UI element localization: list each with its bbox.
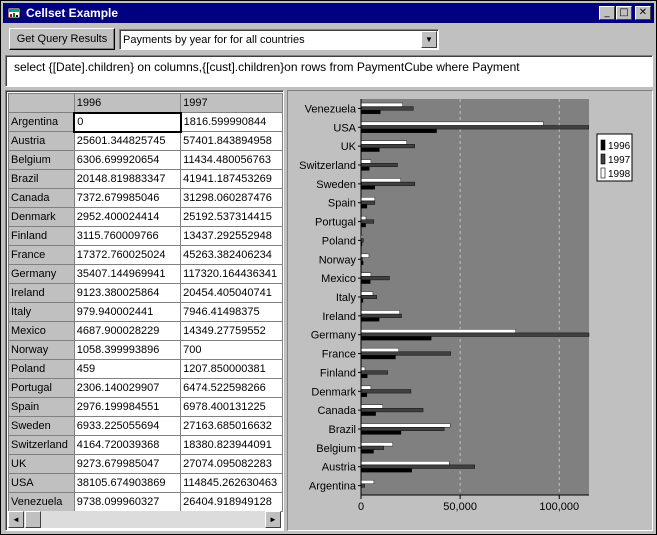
bar-1998[interactable] <box>361 461 449 465</box>
grid-cell[interactable]: 0 <box>74 113 180 132</box>
row-header[interactable]: Norway <box>9 341 75 360</box>
grid-cell[interactable]: 13437.292552948 <box>181 227 283 246</box>
bar-1998[interactable] <box>361 310 400 314</box>
query-select[interactable] <box>119 29 439 50</box>
grid-cell[interactable]: 3115.760009766 <box>74 227 180 246</box>
table-row <box>9 132 283 151</box>
bar-1997[interactable] <box>361 125 589 129</box>
bar-1998[interactable] <box>361 254 369 258</box>
bar-1997[interactable] <box>361 371 388 375</box>
bar-1997[interactable] <box>361 182 415 186</box>
bar-1998[interactable] <box>361 480 374 484</box>
category-label: Mexico <box>321 273 356 286</box>
category-label: Poland <box>321 235 356 248</box>
bar-1996[interactable] <box>361 223 366 227</box>
bar-1998[interactable] <box>361 141 407 145</box>
category-label: Ireland <box>322 310 356 323</box>
category-label: France <box>321 348 356 361</box>
grid-cell[interactable]: 4687.900028229 <box>74 322 180 341</box>
row-header[interactable]: Ireland <box>9 284 75 303</box>
grid-cell[interactable]: 26404.918949128 <box>181 493 283 512</box>
grid-cell[interactable]: 7372.679985046 <box>74 189 180 208</box>
grid-cell[interactable]: 2976.199984551 <box>74 398 180 417</box>
row-header[interactable]: Poland <box>9 360 75 379</box>
grid-cell[interactable]: 25601.344825745 <box>74 132 180 151</box>
grid-cell[interactable]: 38105.674903869 <box>74 474 180 493</box>
table-row <box>9 284 283 303</box>
table-row <box>9 341 283 360</box>
bar-1998[interactable] <box>361 329 516 333</box>
row-header[interactable]: USA <box>9 474 75 493</box>
bar-1997[interactable] <box>361 314 402 318</box>
table-row <box>9 379 283 398</box>
plot-area <box>361 99 589 495</box>
bar-1997[interactable] <box>361 465 475 469</box>
row-header[interactable]: Belgium <box>9 151 75 170</box>
grid-cell[interactable]: 27163.685016632 <box>181 417 283 436</box>
legend-swatch <box>601 140 605 150</box>
table-row <box>9 151 283 170</box>
bar-1996[interactable] <box>361 318 379 322</box>
cellset-table[interactable] <box>8 93 283 512</box>
grid-cell[interactable]: 45263.382406234 <box>181 246 283 265</box>
grid-cell[interactable]: 7946.41498375 <box>181 303 283 322</box>
row-header[interactable]: Mexico <box>9 322 75 341</box>
category-label: Brazil <box>328 424 356 436</box>
x-tick-label: 100,000 <box>539 501 580 513</box>
category-label: Italy <box>335 292 356 304</box>
arrow-left-icon: ◄ <box>12 515 20 524</box>
grid-cell[interactable]: 20454.405040741 <box>181 284 283 303</box>
bar-1998[interactable] <box>361 273 371 277</box>
arrow-right-icon: ► <box>269 515 277 524</box>
bar-1997[interactable] <box>361 220 374 224</box>
bar-1998[interactable] <box>361 178 401 182</box>
bar-1996[interactable] <box>361 148 379 152</box>
maximize-icon: □ <box>619 7 629 18</box>
chart-panel <box>287 90 653 531</box>
bar-1996[interactable] <box>361 450 374 454</box>
bar-1996[interactable] <box>361 431 401 435</box>
row-header[interactable]: UK <box>9 455 75 474</box>
grid-cell[interactable]: 9738.099960327 <box>74 493 180 512</box>
table-row <box>9 170 283 189</box>
mdx-query-textbox[interactable]: select {[Date].children} on columns,{[cust].children}on rows from PaymentCube where Payment <box>5 55 653 87</box>
row-header[interactable]: Italy <box>9 303 75 322</box>
table-row <box>9 113 283 132</box>
row-header[interactable]: Brazil <box>9 170 75 189</box>
bar-1997[interactable] <box>361 333 589 337</box>
bar-1998[interactable] <box>361 367 365 371</box>
bar-1997[interactable] <box>361 107 413 111</box>
grid-cell[interactable]: 114845.262630463 <box>181 474 283 493</box>
bar-chart <box>288 91 654 532</box>
grid-cell[interactable]: 41941.187453269 <box>181 170 283 189</box>
row-header[interactable]: Canada <box>9 189 75 208</box>
bar-1996[interactable] <box>361 393 367 397</box>
legend-swatch <box>601 168 605 178</box>
row-header[interactable]: Denmark <box>9 208 75 227</box>
grid-cell[interactable]: 6933.225055694 <box>74 417 180 436</box>
bar-1996[interactable] <box>361 469 412 473</box>
bar-1997[interactable] <box>361 201 375 205</box>
scroll-thumb[interactable] <box>25 511 41 528</box>
category-label: Venezuela <box>304 103 356 116</box>
table-row <box>9 265 283 284</box>
app-icon <box>6 5 22 21</box>
grid-cell[interactable]: 31298.060287476 <box>181 189 283 208</box>
bar-1997[interactable] <box>361 427 444 431</box>
table-row <box>9 455 283 474</box>
bar-1998[interactable] <box>361 442 393 446</box>
row-header[interactable]: Spain <box>9 398 75 417</box>
close-button[interactable] <box>635 6 651 20</box>
bar-1996[interactable] <box>361 129 437 133</box>
category-label: Spain <box>327 197 356 210</box>
category-label: Canada <box>317 405 356 418</box>
category-label: Sweden <box>316 178 356 191</box>
scroll-right-button[interactable] <box>265 511 281 528</box>
query-select-value: Payments by year for for all countries <box>123 33 305 46</box>
grid-cell[interactable]: 25192.537314415 <box>181 208 283 227</box>
category-label: Denmark <box>311 386 356 399</box>
category-label: USA <box>333 122 356 135</box>
table-row <box>9 436 283 455</box>
bar-1997[interactable] <box>361 144 415 148</box>
bar-1997[interactable] <box>361 389 411 393</box>
category-label: Belgium <box>316 442 356 455</box>
grid-cell[interactable]: 979.940002441 <box>74 303 180 322</box>
grid-cell[interactable]: 27074.095082283 <box>181 455 283 474</box>
grid-cell[interactable]: 1058.399993896 <box>74 341 180 360</box>
legend-swatch <box>601 154 605 164</box>
bar-1997[interactable] <box>361 163 397 167</box>
bar-1998[interactable] <box>361 197 375 201</box>
category-label: Finland <box>319 367 356 380</box>
row-header[interactable]: Argentina <box>9 113 75 132</box>
bar-1996[interactable] <box>361 355 395 359</box>
row-header[interactable]: Switzerland <box>9 436 75 455</box>
cellset-grid[interactable] <box>5 90 284 531</box>
grid-cell[interactable]: 6306.699920654 <box>74 151 180 170</box>
table-row <box>9 360 283 379</box>
table-row <box>9 303 283 322</box>
grid-cell[interactable]: 14349.27759552 <box>181 322 283 341</box>
row-header[interactable]: Venezuela <box>9 493 75 512</box>
bar-1997[interactable] <box>361 295 377 299</box>
category-label: Austria <box>321 461 356 474</box>
bar-1998[interactable] <box>361 103 403 107</box>
bar-1998[interactable] <box>361 216 366 220</box>
row-header[interactable]: Finland <box>9 227 75 246</box>
grid-cell[interactable]: 6474.522598266 <box>181 379 283 398</box>
title-bar[interactable] <box>3 3 654 23</box>
grid-cell[interactable]: 35407.144969941 <box>74 265 180 284</box>
bar-1998[interactable] <box>361 386 371 390</box>
bar-1998[interactable] <box>361 292 373 296</box>
grid-cell[interactable]: 459 <box>74 360 180 379</box>
row-header[interactable]: Sweden <box>9 417 75 436</box>
scroll-left-button[interactable] <box>8 511 24 528</box>
grid-cell[interactable]: 9123.380025864 <box>74 284 180 303</box>
bar-1996[interactable] <box>361 167 369 171</box>
legend-label: 1996 <box>608 141 631 152</box>
grid-cell[interactable]: 57401.843894958 <box>181 132 283 151</box>
category-label: Germany <box>310 329 356 342</box>
bar-1997[interactable] <box>361 446 384 450</box>
column-header[interactable]: 1996 <box>74 94 180 113</box>
category-label: UK <box>340 141 356 154</box>
table-row <box>9 208 283 227</box>
x-tick-label: 0 <box>357 501 365 513</box>
row-header[interactable]: France <box>9 246 75 265</box>
bar-1998[interactable] <box>361 424 450 428</box>
grid-cell[interactable]: 2306.140029907 <box>74 379 180 398</box>
grid-cell[interactable]: 1816.599990844 <box>181 113 283 132</box>
get-query-results-button[interactable]: Get Query Results <box>9 28 115 50</box>
bar-1996[interactable] <box>361 280 370 284</box>
dropdown-arrow-button[interactable] <box>421 31 437 48</box>
column-header[interactable]: 1997 <box>181 94 283 113</box>
table-row <box>9 493 283 512</box>
grid-cell[interactable]: 1207.850000381 <box>181 360 283 379</box>
category-label: Switzerland <box>299 160 356 172</box>
table-row <box>9 246 283 265</box>
chevron-down-icon: ▼ <box>425 35 433 44</box>
bar-1998[interactable] <box>361 348 399 352</box>
table-row <box>9 322 283 341</box>
bar-1998[interactable] <box>361 405 383 409</box>
legend-label: 1997 <box>608 155 631 166</box>
bar-1997[interactable] <box>361 352 451 356</box>
table-row <box>9 398 283 417</box>
bar-1996[interactable] <box>361 205 367 209</box>
row-header[interactable]: Portugal <box>9 379 75 398</box>
minimize-button[interactable] <box>599 6 615 20</box>
bar-1996[interactable] <box>361 374 367 378</box>
bar-1998[interactable] <box>361 160 371 164</box>
grid-cell[interactable]: 700 <box>181 341 283 360</box>
bar-1997[interactable] <box>361 276 389 280</box>
bar-1996[interactable] <box>361 110 380 114</box>
category-label: Portugal <box>315 216 356 229</box>
horizontal-scrollbar[interactable] <box>8 511 281 528</box>
minimize-icon: _ <box>604 7 610 18</box>
category-label: Norway <box>318 254 356 267</box>
grid-cell[interactable]: 17372.760025024 <box>74 246 180 265</box>
maximize-button[interactable] <box>616 6 632 20</box>
table-row <box>9 227 283 246</box>
grid-cell[interactable]: 18380.823944091 <box>181 436 283 455</box>
close-icon: ✕ <box>638 7 648 18</box>
bar-1996[interactable] <box>361 337 431 341</box>
bar-1996[interactable] <box>361 412 376 416</box>
grid-cell[interactable]: 117320.164436341 <box>181 265 283 284</box>
table-row <box>9 417 283 436</box>
table-row <box>9 189 283 208</box>
toolbar <box>3 25 654 51</box>
grid-cell[interactable]: 9273.679985047 <box>74 455 180 474</box>
grid-cell[interactable]: 11434.480056763 <box>181 151 283 170</box>
grid-cell[interactable]: 20148.819883347 <box>74 170 180 189</box>
grid-cell[interactable]: 4164.720039368 <box>74 436 180 455</box>
legend-label: 1998 <box>608 169 631 180</box>
row-header[interactable]: Austria <box>9 132 75 151</box>
category-label: Argentina <box>308 480 356 493</box>
grid-cell[interactable]: 6978.400131225 <box>181 398 283 417</box>
table-row <box>9 474 283 493</box>
bar-1998[interactable] <box>361 122 543 126</box>
grid-cell[interactable]: 2952.400024414 <box>74 208 180 227</box>
x-tick-label: 50,000 <box>443 501 477 513</box>
window-title: Cellset Example <box>26 6 119 20</box>
row-header[interactable]: Germany <box>9 265 75 284</box>
bar-1996[interactable] <box>361 186 375 190</box>
bar-1997[interactable] <box>361 484 365 488</box>
bar-1997[interactable] <box>361 408 423 412</box>
grid-corner-cell <box>9 94 75 113</box>
grid-header-row <box>9 94 283 113</box>
